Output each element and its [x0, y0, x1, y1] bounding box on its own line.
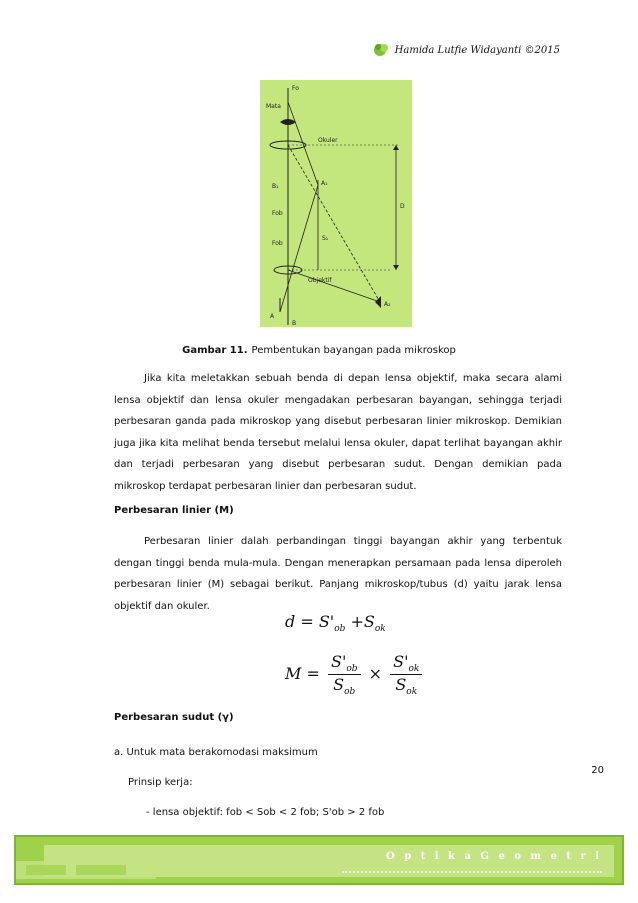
- frac1-num-sub: ob: [346, 664, 358, 675]
- frac2-num-sub: ok: [408, 664, 420, 675]
- footer-dotted-line: [342, 871, 602, 876]
- formula1-s-ok: S: [363, 612, 375, 631]
- label-okuler: Okuler: [318, 137, 338, 144]
- formula-tube-length: [285, 612, 386, 634]
- footer-decoration-icon: [16, 857, 166, 881]
- frac1-num: S': [330, 652, 347, 671]
- heading-perbesaran-linier: Perbesaran linier (M): [114, 505, 234, 516]
- microscope-figure: [260, 80, 412, 327]
- page-header: [372, 42, 560, 58]
- formula2-lhs: M: [285, 664, 302, 684]
- formula2-equals: =: [306, 664, 320, 684]
- list-item-a: a. Untuk mata berakomodasi maksimum: [114, 747, 318, 758]
- fraction-ocular: [390, 652, 422, 697]
- frac2-num: S': [393, 652, 409, 671]
- page-footer: [14, 835, 624, 885]
- formula1-plus: +: [350, 612, 364, 631]
- formula1-s-ok-sub: ok: [374, 624, 386, 635]
- fraction-objective: [328, 652, 361, 697]
- frac2-den-sub: ok: [406, 687, 418, 698]
- paragraph-linier: Perbesaran linier dalah perbandingan tinggi bayangan akhir yang terbentuk dengan tinggi benda mula-mula. Dengan menerapkan persamaan pada lensa diperoleh perbesaran linier (M) sebagai berikut. Panjang mikroskop/tubus (d) yaitu jarak lensa objektif dan okuler.: [114, 536, 562, 612]
- label-objektif: Objektif: [308, 277, 332, 284]
- footer-title: O p t i k a G e o m e t r i: [386, 851, 602, 862]
- label-d: D: [400, 203, 405, 210]
- frac1-den: S: [333, 675, 345, 695]
- list-item-lensa-objektif: - lensa objektif: fob < Sob < 2 fob; S'ob > 2 fob: [146, 807, 385, 818]
- formula2-times: ×: [368, 664, 383, 684]
- label-fob-2: Fob: [272, 240, 283, 247]
- label-a1: A₁: [321, 180, 328, 187]
- figure-caption: [0, 345, 638, 356]
- formula-magnification: [285, 652, 425, 697]
- label-s1: S₁: [322, 235, 329, 242]
- header-author: Hamida Lutfie Widayanti ©2015: [394, 44, 560, 56]
- label-a: A: [270, 313, 275, 320]
- formula1-s-ob-sub: ob: [334, 624, 346, 635]
- frac1-den-sub: ob: [344, 687, 356, 698]
- label-b1: B₁: [272, 183, 279, 190]
- formula1-s-ob: S': [318, 612, 335, 631]
- page-number: 20: [591, 765, 604, 776]
- caption-text: Pembentukan bayangan pada mikroskop: [251, 345, 456, 356]
- label-a2: A₂: [384, 301, 391, 308]
- label-fob: Fob: [272, 210, 283, 217]
- prinsip-kerja-label: Prinsip kerja:: [128, 777, 193, 788]
- label-mata: Mata: [266, 103, 281, 110]
- frac2-den: S: [395, 675, 407, 695]
- heading-perbesaran-sudut: Perbesaran sudut (γ): [114, 712, 234, 723]
- formula1-lhs: d: [285, 612, 296, 631]
- label-b: B: [292, 320, 297, 327]
- paragraph-intro: Jika kita meletakkan sebuah benda di depan lensa objektif, maka secara alami lensa objektif dan lensa okuler mengadakan perbesaran bayangan, sehingga terjadi perbesaran ganda pada mikroskop yang disebut perbesaran linier mikroskop. Demikian juga jika kita melihat benda tersebut melalui lensa okuler, dapat terlihat bayangan akhir dan terjadi perbesaran yang disebut perbesaran sudut. Dengan demikian pada mikroskop terdapat perbesaran linier dan perbesaran sudut.: [114, 373, 562, 492]
- leaf-logo-icon: [372, 42, 392, 58]
- caption-label: Gambar 11.: [182, 345, 248, 356]
- label-fo: Fo: [292, 85, 299, 92]
- formula1-equals: =: [300, 612, 314, 631]
- microscope-diagram: [260, 80, 412, 327]
